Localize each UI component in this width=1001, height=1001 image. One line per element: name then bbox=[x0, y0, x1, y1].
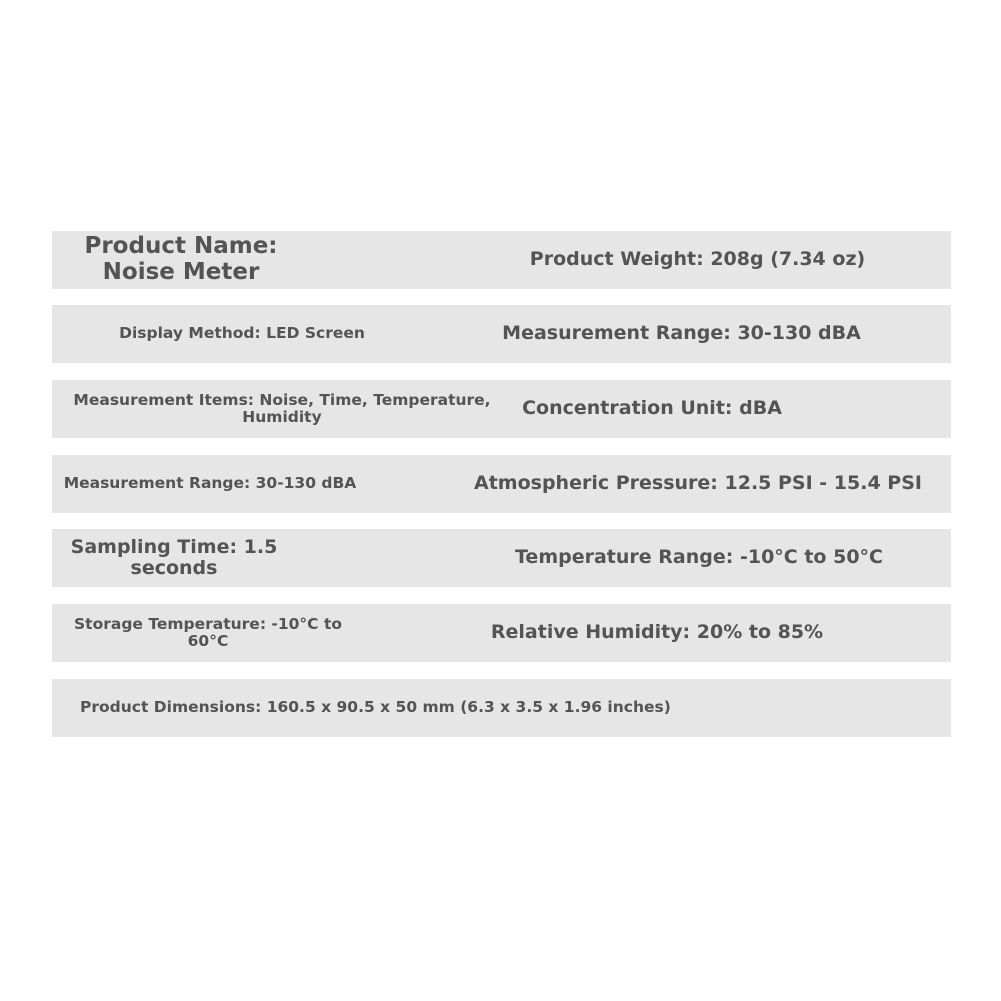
measurement-items: Measurement Items: Noise, Time, Temperature, Humidity bbox=[73, 390, 491, 426]
relative-humidity: Relative Humidity: 20% to 85% bbox=[490, 621, 824, 644]
concentration-unit: Concentration Unit: dBA bbox=[522, 397, 782, 420]
measurement-range-secondary: Measurement Range: 30-130 dBA bbox=[63, 474, 357, 493]
product-dimensions: Product Dimensions: 160.5 x 90.5 x 50 mm (6.3 x 3.5 x 1.96 inches) bbox=[80, 698, 671, 717]
sampling-time: Sampling Time: 1.5 seconds bbox=[70, 535, 278, 579]
spec-row-3 bbox=[52, 380, 951, 438]
atmospheric-pressure: Atmospheric Pressure: 12.5 PSI - 15.4 PSI bbox=[474, 472, 922, 495]
spec-row-6 bbox=[52, 604, 951, 662]
display-method: Display Method: LED Screen bbox=[119, 324, 365, 343]
spec-row-5 bbox=[52, 529, 951, 587]
spec-row-4 bbox=[52, 455, 951, 513]
product-name: Product Name: Noise Meter bbox=[84, 233, 278, 285]
spec-row-7 bbox=[52, 679, 951, 737]
storage-temperature: Storage Temperature: -10°C to 60°C bbox=[74, 614, 342, 650]
spec-row-2 bbox=[52, 305, 951, 363]
measurement-range-primary: Measurement Range: 30-130 dBA bbox=[502, 322, 861, 345]
product-weight: Product Weight: 208g (7.34 oz) bbox=[529, 248, 866, 271]
temperature-range: Temperature Range: -10°C to 50°C bbox=[515, 546, 883, 569]
spec-row-1 bbox=[52, 231, 951, 289]
